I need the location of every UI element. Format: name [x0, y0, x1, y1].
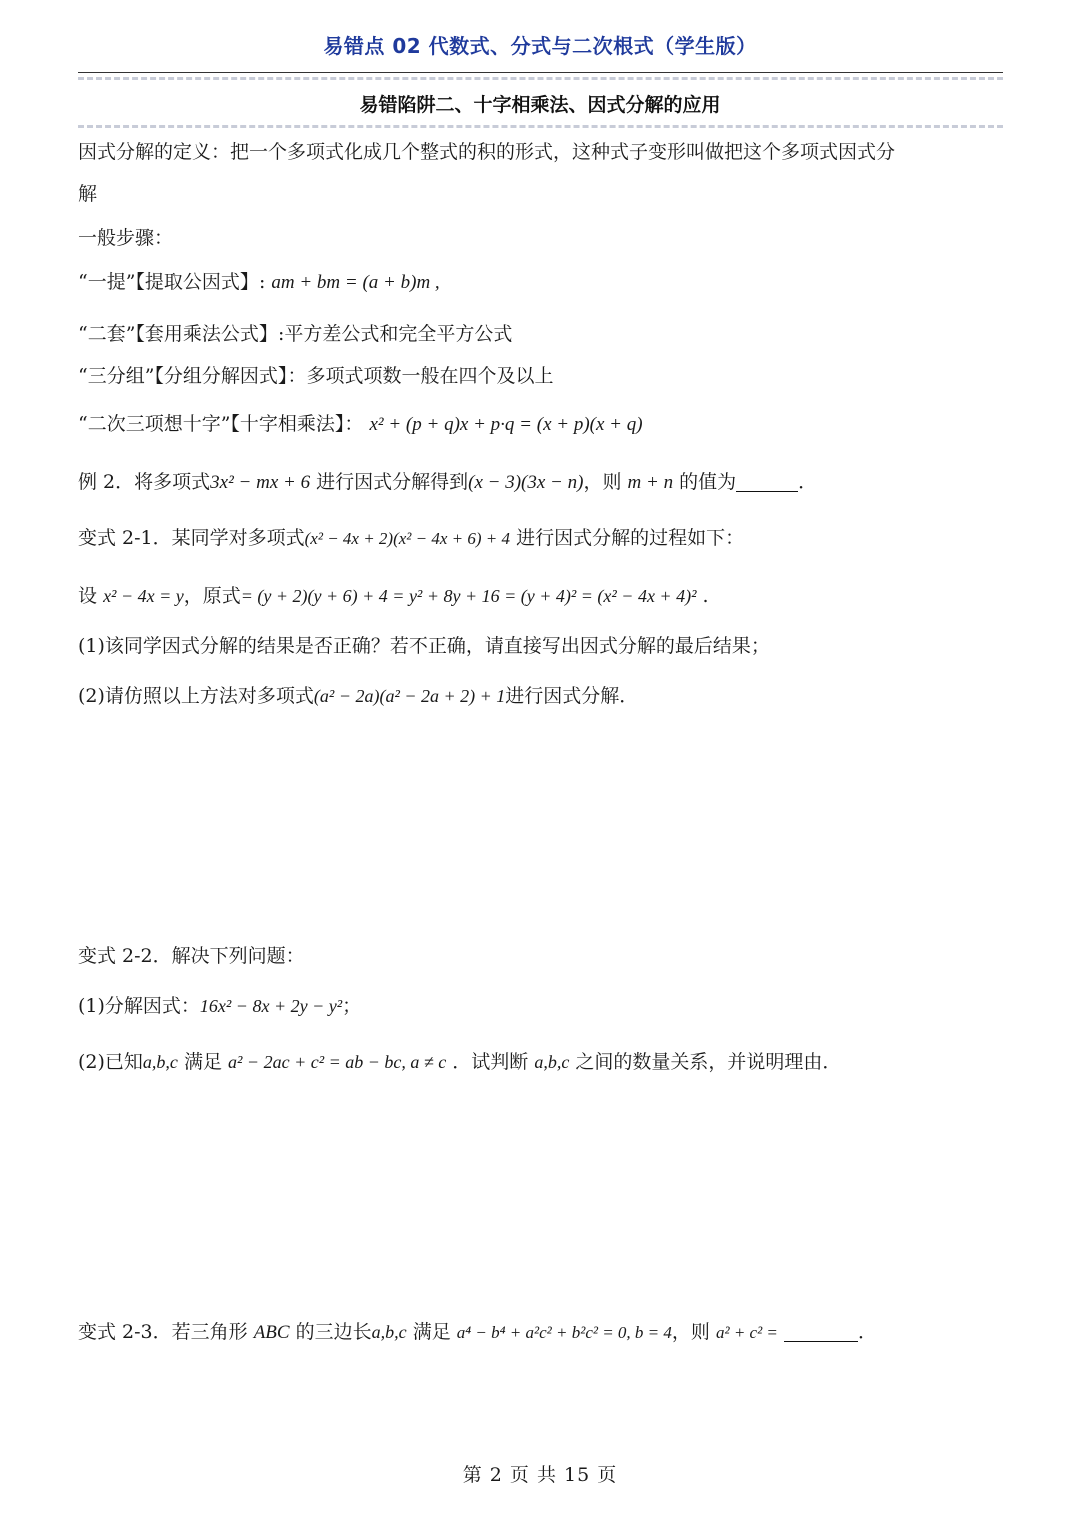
step-2-text: :平方差公式和完全平方公式 [277, 323, 513, 345]
step-1-label: “一提”【提取公因式】 [78, 271, 259, 293]
step-2 [78, 320, 512, 348]
document-header-title: 易错点 02 代数式、分式与二次根式（学生版） [323, 34, 757, 58]
section-title: 易错陷阱二、十字相乘法、因式分解的应用 [359, 94, 721, 116]
colon: : [258, 271, 272, 293]
example-2 [78, 468, 817, 497]
step-3-label: “三分组”【分组分解因式】 [78, 365, 288, 387]
variant-2-1-label: 变式 2-1．某同学对多项式 [78, 527, 305, 549]
example-2-formula-2: (x − 3)(3x − n) [468, 472, 584, 493]
q2-label: (2)请仿照以上方法对多项式 [78, 685, 314, 707]
v22-q2-vars: a,b,c [142, 1052, 178, 1072]
example-2-formula-1: 3x² − mx + 6 [210, 472, 311, 493]
definition-line-2: 解 [78, 183, 98, 205]
v22-q2-label: (2)已知 [78, 1051, 143, 1073]
v22-q2-formula: a² − 2ac + c² = ab − bc, a ≠ c [228, 1052, 447, 1072]
answer-blank-2[interactable] [784, 1321, 858, 1342]
set-formula: x² − 4x = y [103, 586, 184, 606]
variant-2-2-question-1 [78, 992, 361, 1020]
example-2-label: 例 2．将多项式 [78, 471, 211, 493]
q2-formula: (a² − 2a)(a² − 2a + 2) + 1 [313, 686, 506, 706]
v22-q2-text-2: ．试判断 [452, 1051, 529, 1073]
step-4 [78, 410, 643, 439]
step-1 [78, 268, 440, 297]
variant-2-1 [78, 524, 744, 553]
step-1-formula: am + bm = (a + b)m , [271, 272, 440, 293]
definition-line-1: 因式分解的定义：把一个多项式化成几个整式的积的形式，这种式子变形叫做把这个多项式因式分 [78, 141, 896, 163]
v23-formula: a⁴ − b⁴ + a²c² + b²c² = 0, b = 4 [456, 1323, 672, 1342]
v23-vars: a,b,c [371, 1322, 407, 1342]
v23-end: ． [857, 1321, 877, 1343]
v22-q2-text-3: 之间的数量关系，并说明理由． [575, 1051, 842, 1073]
example-2-formula-3: m + n [627, 472, 674, 493]
variant-2-1-question-2 [78, 682, 638, 710]
v23-abc: ABC [253, 1322, 290, 1343]
header-dashed-rule [78, 77, 1003, 80]
set-label: 设 [78, 585, 98, 607]
v23-label: 变式 2-3．若三角形 [78, 1321, 248, 1343]
semicolon: ； [342, 995, 362, 1017]
step-4-formula: x² + (p + q)x + p·q = (x + p)(x + q) [369, 414, 643, 435]
answer-blank[interactable] [736, 471, 798, 492]
example-2-text-1: 进行因式分解得到 [316, 471, 469, 493]
v23-text-1: 的三边长 [295, 1321, 372, 1343]
variant-2-1-question-1: (1)该同学因式分解的结果是否正确？若不正确，请直接写出因式分解的最后结果； [78, 635, 770, 657]
q2-text: 进行因式分解． [505, 685, 639, 707]
v22-q2-text-1: 满足 [183, 1051, 222, 1073]
v22-q1-label: (1)分解因式： [78, 995, 200, 1017]
example-2-text-2: ，则 [583, 471, 622, 493]
variant-2-3 [78, 1318, 877, 1347]
v23-text-3: ，则 [671, 1321, 710, 1343]
period: . [696, 585, 709, 607]
step-3 [78, 362, 553, 390]
variant-2-1-text: 进行因式分解的过程如下： [516, 527, 745, 549]
orig-formula: = (y + 2)(y + 6) + 4 = y² + 8y + 16 = (y + 4)² = (x² − 4x + 4)² [240, 586, 697, 606]
step-3-text: ：多项式项数一般在四个及以上 [287, 365, 554, 387]
section-dashed-rule [78, 125, 1003, 128]
v22-q1-formula: 16x² − 8x + 2y − y² [199, 996, 343, 1016]
example-2-text-3: 的值为 [679, 471, 737, 493]
variant-2-2-question-2 [78, 1048, 841, 1076]
variant-2-1-formula: (x² − 4x + 2)(x² − 4x + 6) + 4 [304, 529, 511, 548]
page-footer: 第 2 页 共 15 页 [462, 1464, 618, 1486]
v23-text-2: 满足 [412, 1321, 451, 1343]
header-rule [78, 72, 1003, 73]
v22-q2-vars-2: a,b,c [534, 1052, 570, 1072]
steps-heading: 一般步骤： [78, 227, 174, 249]
variant-2-1-process [78, 582, 709, 610]
v23-formula-2: a² + c² = [715, 1323, 778, 1342]
period: ． [798, 471, 818, 493]
variant-2-2: 变式 2-2．解决下列问题： [78, 945, 305, 967]
step-2-label: “二套”【套用乘法公式】 [78, 323, 278, 345]
orig-label: ，原式 [183, 585, 241, 607]
step-4-label: “二次三项想十字”【十字相乘法】： [78, 413, 364, 435]
